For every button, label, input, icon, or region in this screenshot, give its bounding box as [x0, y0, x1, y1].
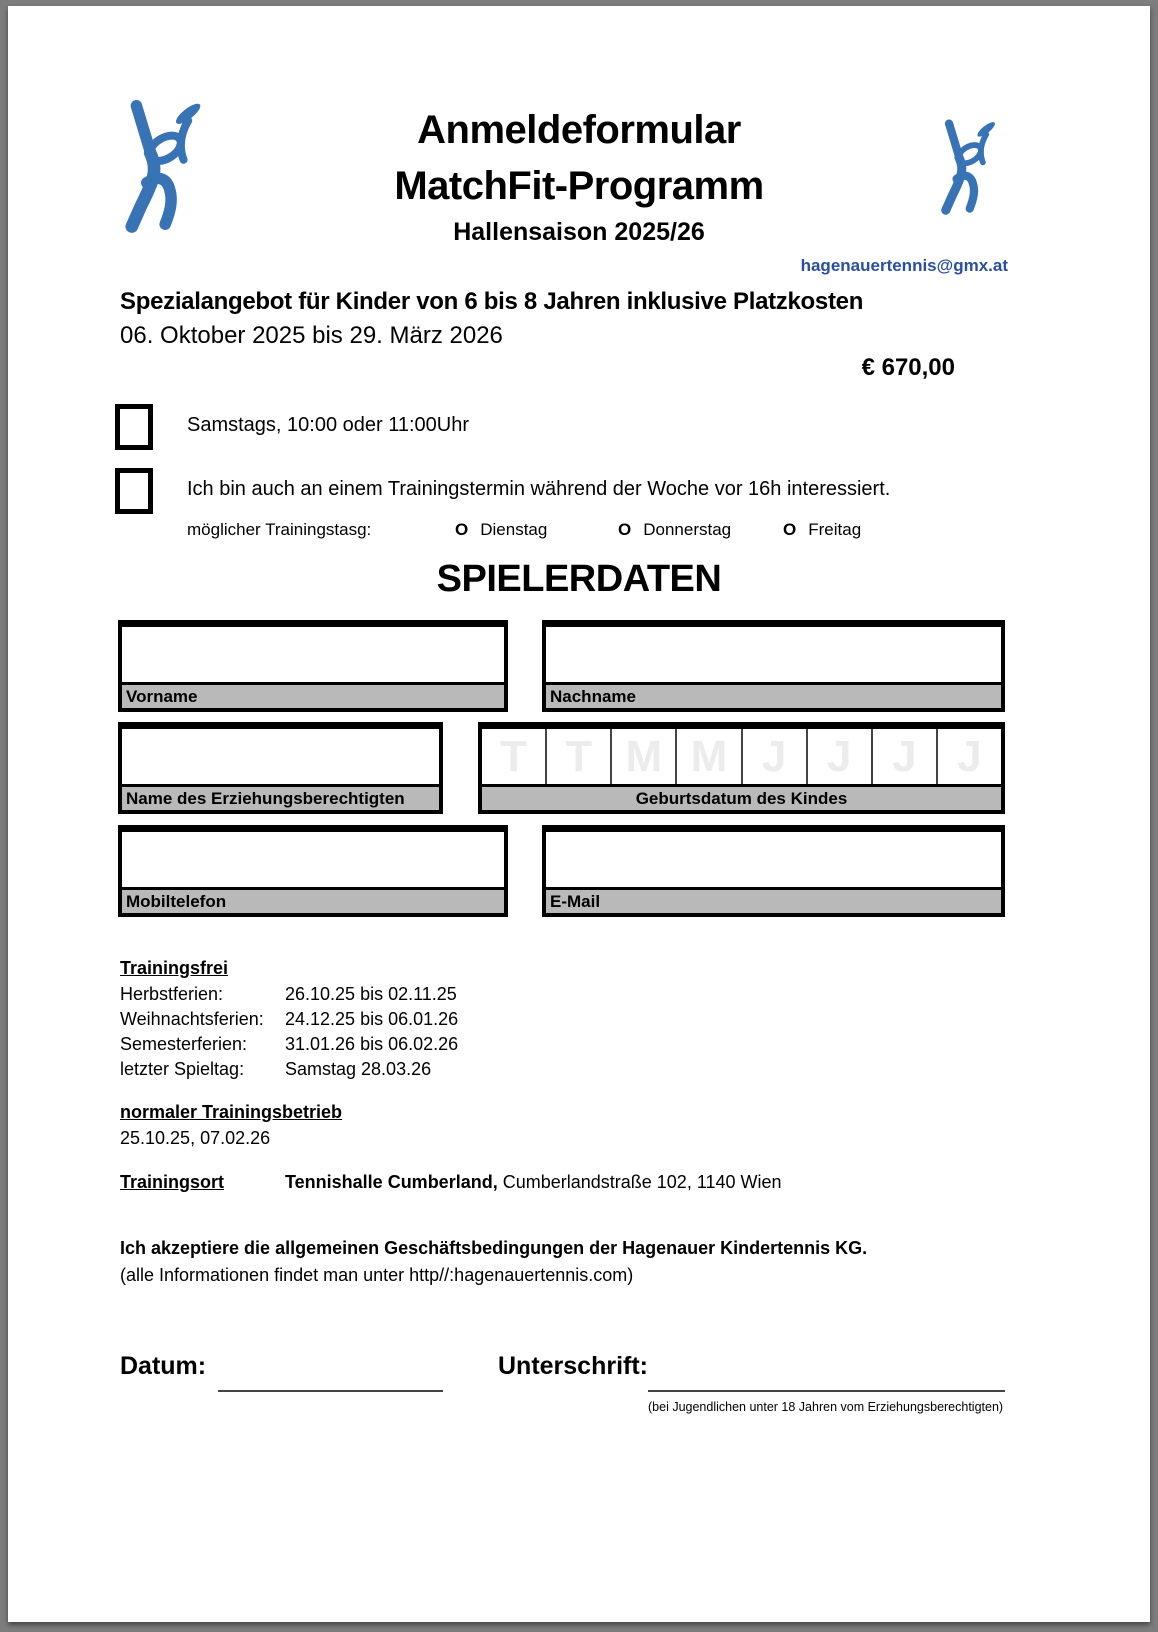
mobiltelefon-input-area[interactable] [122, 832, 504, 887]
date-cell-jahr4[interactable]: J [957, 731, 982, 781]
trainingsfrei-row-semester [120, 1034, 720, 1055]
trainingsfrei-value: 31.01.26 bis 06.02.26 [285, 1034, 459, 1054]
trainingsfrei-row-letzter-spieltag [120, 1059, 720, 1080]
trainingsfrei-label: letzter Spieltag: [120, 1059, 245, 1079]
date-cell-monat1[interactable]: M [612, 729, 677, 784]
checkbox-wochentermin[interactable] [115, 468, 153, 514]
header [8, 106, 1150, 247]
radio-circle-freitag[interactable]: O [783, 520, 797, 539]
trainingsfrei-label: Weihnachtsferien: [120, 1009, 264, 1029]
erziehungsberechtigter-input-area[interactable] [122, 729, 439, 784]
form-title-line1: Anmeldeformular [417, 108, 741, 152]
trainingsbetrieb-dates: 25.10.25, 07.02.26 [120, 1128, 271, 1148]
trainingsort-heading: Trainingsort [120, 1172, 225, 1192]
datum-signature-line[interactable] [218, 1390, 443, 1392]
trainingsort-row [120, 1172, 224, 1193]
weekday-prompt-label: möglicher Trainingstasg: [187, 520, 372, 539]
date-cell-jahr3[interactable]: J [873, 729, 938, 784]
checkbox-samstags[interactable] [115, 404, 153, 450]
spielerdaten-heading: SPIELERDATEN [436, 558, 722, 600]
trainingsort-venue: Tennishalle Cumberland, [285, 1172, 498, 1192]
date-cell-tag1[interactable]: T [482, 729, 547, 784]
trainingsfrei-row-weihnachten [120, 1009, 720, 1030]
trainingsort-address: Cumberlandstraße 102, 1140 Wien [497, 1172, 782, 1192]
field-geburtsdatum [478, 722, 1005, 814]
field-mobiltelefon [118, 825, 508, 917]
form-title-line2: MatchFit-Programm [394, 164, 764, 208]
trainingsfrei-label: Herbstferien: [120, 984, 224, 1004]
mobiltelefon-label: Mobiltelefon [122, 887, 504, 913]
checkbox-samstags-label: Samstags, 10:00 oder 11:00Uhr [187, 414, 470, 436]
date-cell-jahr2[interactable]: J [808, 729, 873, 784]
season-subtitle: Hallensaison 2025/26 [453, 218, 705, 246]
field-vorname [118, 620, 508, 712]
agreement-line: Ich akzeptiere die allgemeinen Geschäftsbedingungen der Hagenauer Kindertennis KG. [120, 1238, 868, 1258]
weekday-option-dienstag[interactable] [455, 520, 547, 540]
trainingsfrei-heading: Trainingsfrei [120, 958, 229, 978]
trainingsfrei-row-herbst [120, 984, 720, 1005]
contact-email-link[interactable]: hagenauertennis@gmx.at [800, 256, 1008, 275]
field-nachname [542, 620, 1005, 712]
email-label: E-Mail [546, 887, 1001, 913]
radio-circle-dienstag[interactable]: O [455, 520, 469, 539]
nachname-label: Nachname [546, 682, 1001, 708]
trainingsfrei-label: Semesterferien: [120, 1034, 248, 1054]
erziehungsberechtigter-label: Name des Erziehungsberechtigten [122, 784, 439, 810]
nachname-input-area[interactable] [546, 627, 1001, 682]
unterschrift-label: Unterschrift: [498, 1352, 649, 1380]
vorname-label: Vorname [122, 682, 504, 708]
weekday-label-dienstag: Dienstag [480, 520, 548, 539]
radio-circle-donnerstag[interactable]: O [618, 520, 632, 539]
trainingsort-details [285, 1172, 782, 1193]
offer-date-range: 06. Oktober 2025 bis 29. März 2026 [120, 322, 503, 349]
trainingsfrei-value: Samstag 28.03.26 [285, 1059, 432, 1079]
offer-headline: Spezialangebot für Kinder von 6 bis 8 Jahren inklusive Platzkosten [120, 288, 864, 315]
field-email [542, 825, 1005, 917]
trainingsfrei-value: 24.12.25 bis 06.01.26 [285, 1009, 459, 1029]
weekday-label-freitag: Freitag [808, 520, 862, 539]
trainingsbetrieb-heading: normaler Trainingsbetrieb [120, 1102, 343, 1122]
form-page [8, 6, 1150, 1622]
weekday-label-donnerstag: Donnerstag [643, 520, 732, 539]
unterschrift-signature-line[interactable] [648, 1390, 1005, 1392]
offer-price: € 670,00 [861, 354, 955, 381]
geburtsdatum-input-area[interactable] [482, 729, 1001, 784]
unterschrift-note: (bei Jugendlichen unter 18 Jahren vom Erziehungsberechtigten) [648, 1400, 1004, 1414]
weekday-option-donnerstag[interactable] [618, 520, 731, 540]
date-cell-jahr1[interactable]: J [743, 729, 808, 784]
trainingsfrei-value: 26.10.25 bis 02.11.25 [285, 984, 457, 1004]
datum-label: Datum: [120, 1352, 207, 1380]
field-erziehungsberechtigter [118, 722, 443, 814]
checkbox-wochentermin-label: Ich bin auch an einem Trainingstermin während der Woche vor 16h interessiert. [187, 478, 891, 500]
date-cell-tag2[interactable]: T [547, 729, 612, 784]
vorname-input-area[interactable] [122, 627, 504, 682]
agreement-info-line: (alle Informationen findet man unter http//:hagenauertennis.com) [120, 1265, 634, 1285]
email-input-area[interactable] [546, 832, 1001, 887]
weekday-option-freitag[interactable] [783, 520, 861, 540]
geburtsdatum-label: Geburtsdatum des Kindes [482, 784, 1001, 810]
date-cell-monat2[interactable]: M [677, 729, 742, 784]
